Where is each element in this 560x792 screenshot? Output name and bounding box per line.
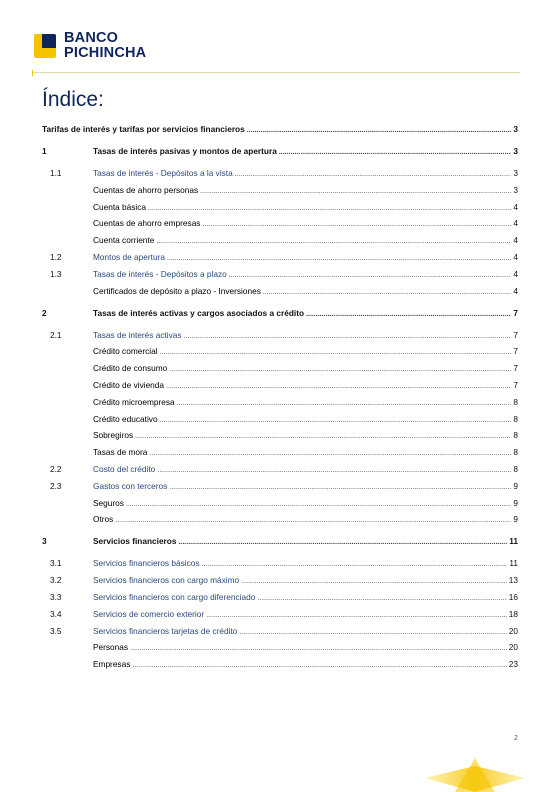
bank-logo <box>34 31 146 61</box>
toc-entry-number: 2.2 <box>50 464 62 474</box>
toc-entry[interactable] <box>42 346 518 356</box>
toc-entry[interactable] <box>42 269 518 279</box>
toc-entry-number: 3.1 <box>50 558 62 569</box>
logo-line-2: PICHINCHA <box>64 45 147 61</box>
toc-entry-label: Servicios financieros con cargo máximo <box>93 575 240 586</box>
toc-leader-dots <box>135 433 511 440</box>
toc-leader-dots <box>202 221 511 228</box>
toc-entry-label: Empresas <box>93 659 131 670</box>
toc-entry-label: Sobregiros <box>93 430 134 441</box>
toc-leader-dots <box>157 467 511 474</box>
toc-entry-number: 1.1 <box>50 168 62 178</box>
toc-entry-label: Cuenta corriente <box>93 235 155 246</box>
toc-entry-number: 3.5 <box>50 625 62 636</box>
toc-entry-number: 3.4 <box>50 608 62 619</box>
toc-entry[interactable] <box>42 414 518 424</box>
toc-entry-label: Cuentas de ahorro personas <box>93 184 199 195</box>
toc-entry-number: 3 <box>42 536 47 547</box>
toc-entry[interactable] <box>42 592 518 602</box>
toc-entry-page: 9 <box>513 497 518 508</box>
toc-entry-label: Costo del crédito <box>93 464 156 474</box>
toc-leader-dots <box>229 272 512 279</box>
toc-entry-label: Montos de apertura <box>93 252 165 262</box>
toc-leader-dots <box>263 289 512 296</box>
toc-entry-page: 7 <box>513 363 518 374</box>
toc-entry[interactable] <box>42 514 518 524</box>
toc-entry-label: Gastos con terceros <box>93 480 168 491</box>
toc-entry-page: 9 <box>513 514 518 525</box>
toc-entry-page: 7 <box>513 329 518 340</box>
toc-leader-dots <box>126 501 511 508</box>
toc-leader-dots <box>166 383 511 390</box>
toc-entry-number: 1.2 <box>50 252 62 262</box>
toc-leader-dots <box>177 400 512 407</box>
toc-entry-number: 1 <box>42 146 47 156</box>
toc-entry[interactable] <box>42 146 518 156</box>
toc-entry-label: Crédito de consumo <box>93 363 168 374</box>
page-number: 2 <box>514 735 518 742</box>
toc-entry[interactable] <box>42 218 518 228</box>
toc-entry[interactable] <box>42 235 518 245</box>
toc-entry-page: 8 <box>513 464 518 474</box>
toc-entry-label: Cuenta básica <box>93 201 147 212</box>
toc-entry-label: Servicios financieros básicos <box>93 558 200 569</box>
toc-entry-page: 3 <box>513 184 518 195</box>
toc-leader-dots <box>247 127 512 134</box>
toc-entry-number: 2.3 <box>50 480 62 491</box>
toc-entry-label: Servicios de comercio exterior <box>93 608 205 619</box>
toc-entry-page: 4 <box>513 235 518 246</box>
toc-leader-dots <box>257 595 506 602</box>
toc-entry-page: 8 <box>513 430 518 441</box>
toc-entry-label: Servicios financieros <box>93 536 177 547</box>
logo-line-1: BANCO <box>64 30 119 46</box>
toc-entry-page: 7 <box>513 307 518 318</box>
toc-entry-page: 18 <box>508 608 518 619</box>
toc-leader-dots <box>160 349 512 356</box>
header-divider <box>32 72 520 73</box>
toc-entry[interactable] <box>42 464 518 474</box>
toc-entry[interactable] <box>42 185 518 195</box>
toc-leader-dots <box>169 366 511 373</box>
toc-leader-dots <box>148 205 511 212</box>
toc-entry-page: 4 <box>513 268 518 279</box>
toc-leader-dots <box>306 311 511 318</box>
toc-entry[interactable] <box>42 202 518 212</box>
toc-entry-label: Tasas de mora <box>93 447 148 458</box>
toc-entry[interactable] <box>42 626 518 636</box>
toc-entry[interactable] <box>42 363 518 373</box>
toc-entry-label: Seguros <box>93 497 124 508</box>
toc-entry-page: 16 <box>508 592 518 602</box>
toc-entry-page: 11 <box>509 558 518 569</box>
toc-entry-label: Crédito educativo <box>93 413 158 424</box>
toc-entry-number: 2.1 <box>50 329 62 340</box>
toc-entry-page: 7 <box>513 346 518 357</box>
toc-entry[interactable] <box>42 380 518 390</box>
toc-leader-dots <box>206 612 507 619</box>
toc-entry[interactable] <box>42 252 518 262</box>
toc-leader-dots <box>115 517 511 524</box>
toc-entry-page: 4 <box>513 252 518 262</box>
toc-entry-page: 20 <box>508 625 518 636</box>
toc-leader-dots <box>235 171 512 178</box>
toc-entry-label: Tasas de interés - Depósitos a la vista <box>93 168 233 178</box>
toc-entry[interactable] <box>42 397 518 407</box>
header-divider-accent <box>32 70 33 76</box>
toc-entry-number: 2 <box>42 307 47 318</box>
toc-leader-dots <box>239 629 506 636</box>
toc-entry[interactable] <box>42 330 518 340</box>
toc-entry[interactable] <box>42 536 518 546</box>
toc-leader-dots <box>160 417 512 424</box>
toc-entry-number: 3.2 <box>50 575 62 586</box>
toc-entry-page: 4 <box>513 201 518 212</box>
toc-entry-page: 9 <box>513 480 518 491</box>
toc-entry-number: 3.3 <box>50 592 62 602</box>
toc-leader-dots <box>130 645 507 652</box>
toc-entry[interactable] <box>42 168 518 178</box>
toc-entry-label: Tarifas de interés y tarifas por servicios financieros <box>42 124 245 134</box>
toc-entry-label: Tasas de interés pasivas y montos de apertura <box>93 146 277 156</box>
toc-entry[interactable] <box>42 286 518 296</box>
toc-entry-label: Tasas de interés activas y cargos asociados a crédito <box>93 307 305 318</box>
logo-text <box>64 31 146 61</box>
toc-entry-label: Tasas de interés - Depósitos a plazo <box>93 268 227 279</box>
toc-leader-dots <box>169 484 511 491</box>
toc-entry-page: 13 <box>508 575 518 586</box>
toc-leader-dots <box>167 255 511 262</box>
toc-entry-label: Crédito de vivienda <box>93 380 165 390</box>
toc-entry[interactable] <box>42 609 518 619</box>
toc-entry[interactable] <box>42 659 518 669</box>
toc-entry[interactable] <box>42 558 518 568</box>
toc-entry-page: 23 <box>508 659 518 670</box>
toc-leader-dots <box>200 188 511 195</box>
toc-entry-page: 3 <box>513 168 518 178</box>
toc-entry-label: Cuentas de ahorro empresas <box>93 218 201 229</box>
toc-entry-label: Servicios financieros tarjetas de crédito <box>93 625 238 636</box>
toc-entry-page: 7 <box>513 380 518 390</box>
toc-entry[interactable] <box>42 642 518 652</box>
toc-entry[interactable] <box>42 430 518 440</box>
toc-entry-label: Certificados de depósito a plazo - Inversiones <box>93 285 261 296</box>
toc-entry-page: 4 <box>513 218 518 229</box>
toc-entry-page: 8 <box>513 396 518 407</box>
toc-entry[interactable] <box>42 481 518 491</box>
toc-entry-label: Crédito comercial <box>93 346 158 357</box>
logo-mark-icon <box>34 34 56 58</box>
toc-entry[interactable] <box>42 447 518 457</box>
toc-entry-page: 3 <box>513 146 518 156</box>
toc-leader-dots <box>132 662 506 669</box>
page-title: Índice: <box>42 88 104 111</box>
toc-leader-dots <box>241 578 507 585</box>
toc-leader-dots <box>184 333 512 340</box>
toc-leader-dots <box>202 561 508 568</box>
toc-entry[interactable] <box>42 124 518 134</box>
toc-entry-page: 11 <box>509 536 518 547</box>
toc-entry-page: 8 <box>513 413 518 424</box>
toc-entry-label: Tasas de interés activas <box>93 329 182 340</box>
toc-leader-dots <box>156 238 511 245</box>
toc-leader-dots <box>279 149 512 156</box>
toc-entry-label: Servicios financieros con cargo diferenciado <box>93 592 256 602</box>
toc-entry-page: 4 <box>513 285 518 296</box>
toc-entry-label: Otros <box>93 514 114 525</box>
toc-leader-dots <box>149 450 511 457</box>
toc-entry-page: 3 <box>513 124 518 134</box>
toc-entry-label: Crédito microempresa <box>93 396 175 407</box>
toc-entry-label: Personas <box>93 642 129 653</box>
toc-entry-number: 1.3 <box>50 268 62 279</box>
toc-entry-page: 20 <box>508 642 518 653</box>
toc-entry[interactable] <box>42 308 518 318</box>
footer-decoration-icon <box>425 758 525 792</box>
toc-entry-page: 8 <box>513 447 518 458</box>
toc-leader-dots <box>178 539 507 546</box>
toc-entry[interactable] <box>42 498 518 508</box>
toc-entry[interactable] <box>42 575 518 585</box>
